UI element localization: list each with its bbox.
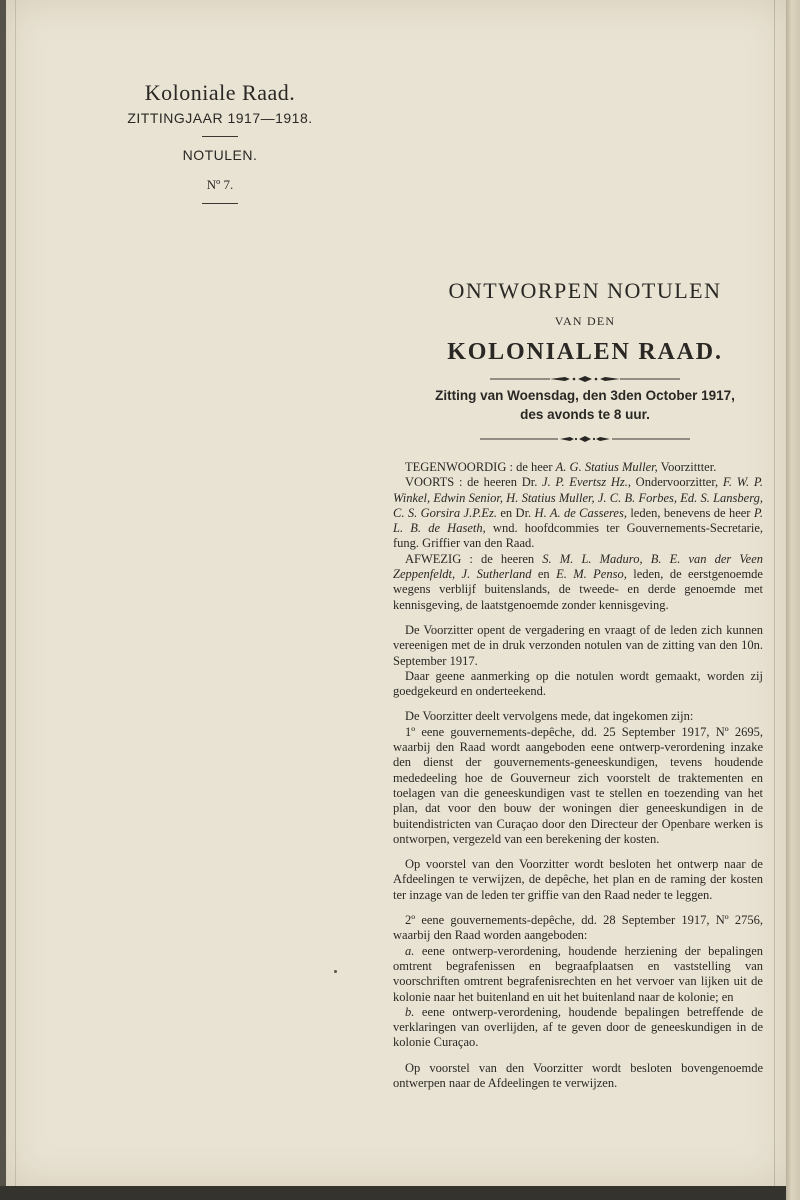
session-date: Zitting van Woensdag, den 3den October 1917, bbox=[435, 388, 735, 403]
section-label: NOTULEN. bbox=[182, 147, 258, 163]
header-divider-bottom bbox=[202, 203, 238, 204]
paragraph-item-2: 2º eene gouvernements-depêche, dd. 28 September 1917, Nº 2756, waarbij den Raad worden aangeboden: bbox=[393, 913, 763, 943]
document-number: Nº 7. bbox=[206, 177, 234, 192]
ink-speck bbox=[334, 970, 337, 973]
title-line-1: ONTWORPEN NOTULEN bbox=[448, 278, 722, 303]
scan-right-edge bbox=[786, 0, 800, 1200]
paragraph-decision-1: Op voorstel van den Voorzitter wordt besloten het ontwerp naar de Afdeelingen te verwijzen, de depêche, het plan en de raming der kosten ter inzage van de leden ter griffie van den Raad neder te leggen. bbox=[393, 857, 763, 902]
ornament-divider-small-icon bbox=[480, 434, 690, 444]
paragraph-item-2a: a. eene ontwerp-verordening, houdende herziening der bepalingen omtrent begrafenissen en begraafplaatsen en vaststelling van voorschriften omtrent begrafenisrechten en het vervoer van lijken uit de kolonie naar het buitenland en uit het buitenland naar de kolonie; en bbox=[393, 943, 763, 1004]
paragraph-approval: Daar geene aanmerking op die notulen wordt gemaakt, worden zij goedgekeurd en onderteekend. bbox=[393, 668, 763, 699]
paragraph-item-2b: b. eene ontwerp-verordening, houdende bepalingen betreffende de verklaringen van overlijden, af te geven door de geneeskundigen in de kolonie Curaçao. bbox=[393, 1004, 763, 1050]
attendance-absent: AFWEZIG : de heeren S. M. L. Maduro, B. E. van der Veen Zeppenfeldt, J. Sutherland en E. M. Penso, leden, de eerstgenoemde wegens verblijf buitenslands, de tweede- en derde genoemde met kennisgeving, de laatstgenoemde zonder kennisgeving. bbox=[393, 551, 763, 612]
session-time: des avonds te 8 uur. bbox=[520, 407, 650, 422]
header-divider bbox=[202, 136, 238, 137]
ornament-divider-icon bbox=[490, 374, 680, 384]
title-line-2: VAN DEN bbox=[554, 314, 616, 328]
series-header bbox=[120, 80, 320, 214]
paragraph-decision-2: Op voorstel van den Voorzitter wordt besloten bovengenoemde ontwerpen naar de Afdeelingen te verwijzen. bbox=[393, 1060, 763, 1090]
attendance-present: TEGENWOORDIG : de heer A. G. Statius Muller, Voorzittter. bbox=[405, 460, 717, 474]
scan-bottom-edge bbox=[0, 1186, 786, 1200]
session-info bbox=[400, 386, 770, 444]
series-title: Koloniale Raad. bbox=[144, 80, 296, 105]
minutes-text bbox=[393, 460, 763, 1091]
title-line-3: KOLONIALEN RAAD. bbox=[447, 339, 723, 365]
attendance-also-present: VOORTS : de heeren Dr. J. P. Evertsz Hz., Ondervoorzitter, F. W. P. Winkel, Edwin Senior, H. Statius Muller, J. C. B. Forbes, Ed. S. Lansberg, C. S. Gorsira J.P.Ez. en Dr. H. A. de Casseres, leden, benevens de heer P. L. B. de Haseth, wnd. hoofdcommies ter Gouvernements-Secretarie, fung. Griffier van den Raad. bbox=[393, 475, 763, 551]
page-margin-line bbox=[15, 0, 16, 1186]
page-fold-line bbox=[774, 0, 775, 1186]
paragraph-opening: De Voorzitter opent de vergadering en vraagt of de leden zich kunnen vereenigen met de in druk verzonden notulen van de zitting van den 10n. September 1917. bbox=[393, 622, 763, 668]
document-title-block bbox=[400, 278, 770, 384]
session-year: ZITTINGJAAR 1917—1918. bbox=[127, 110, 313, 126]
paragraph-incoming: De Voorzitter deelt vervolgens mede, dat ingekomen zijn: bbox=[405, 709, 694, 724]
paragraph-item-1: 1º eene gouvernements-depêche, dd. 25 September 1917, Nº 2695, waarbij den Raad wordt aangeboden eene ontwerp-verordening inzake den dienst der gouvernements-geneeskundigen, tevens houdende mededeeling hoe de Gouverneur zich voorstelt de traktementen en toelagen van die geneeskundigen vast te stellen en toezending van het plan, dat voor den bouw der woningen dier geneeskundigen in de buitendistricten van Curaçao door den Directeur der Openbare werken is ontworpen, vergezeld van een berekening der kosten. bbox=[393, 724, 763, 846]
